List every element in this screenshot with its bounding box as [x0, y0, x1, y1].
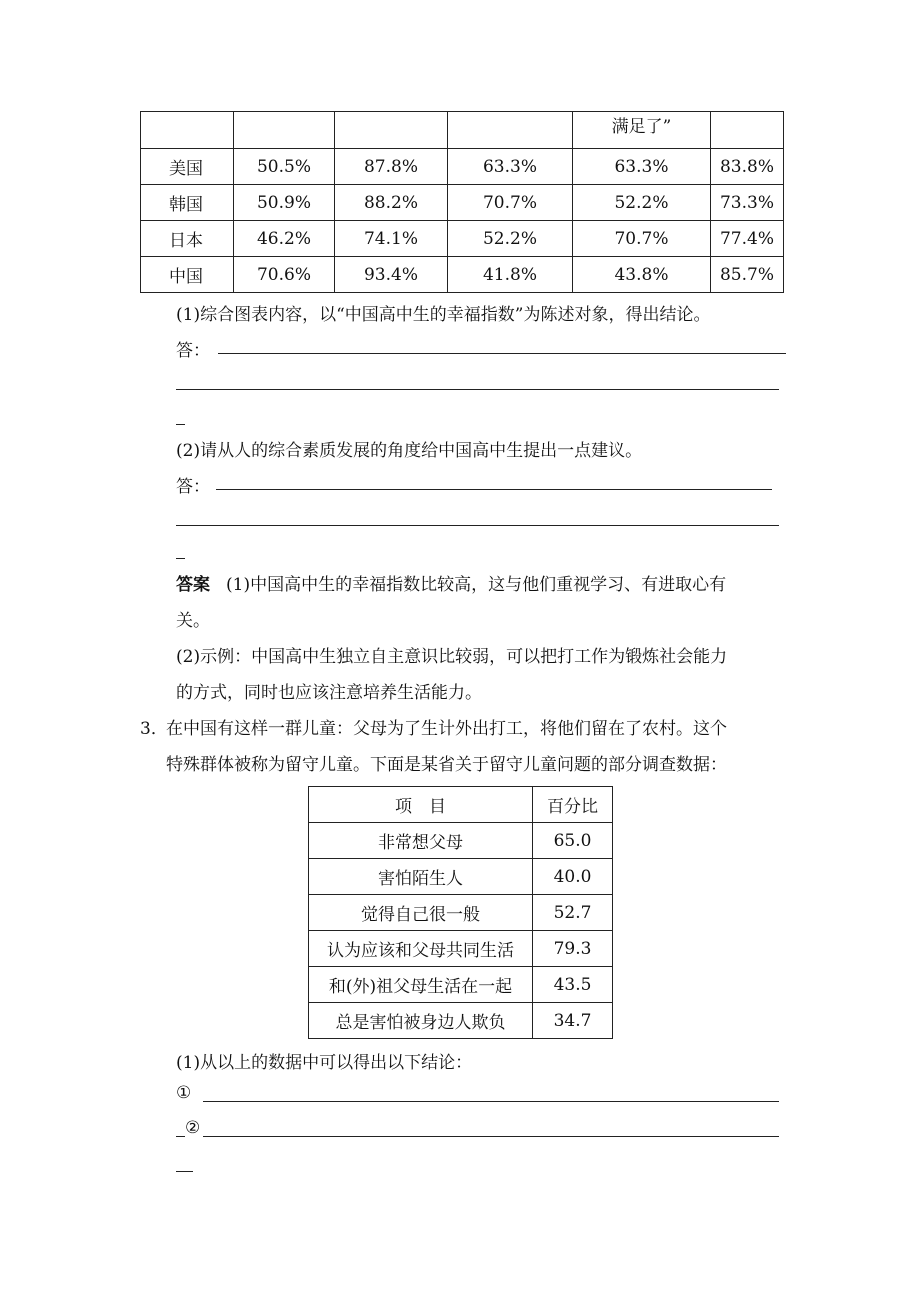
conclusion-marker-1: ①: [176, 1083, 192, 1103]
left-behind-children-table: [308, 786, 613, 1039]
table-row: 日本 46.2% 74.1% 52.2% 70.7% 77.4%: [141, 221, 784, 257]
answer-prefix-2: 答：: [176, 477, 210, 497]
question-2: (2)请从人的综合素质发展的角度给中国高中生提出一点建议。: [176, 441, 643, 461]
table-header-row: [141, 112, 784, 149]
answer-line[interactable]: [203, 1101, 779, 1102]
answer-paragraph-1: 答案 (1)中国高中生的幸福指数比较高，这与他们重视学习、有进取心有: [176, 575, 727, 595]
answer-line-end: [176, 1136, 185, 1137]
table-row: 害怕陌生人 40.0: [309, 859, 613, 895]
table-row: 中国 70.6% 93.4% 41.8% 43.8% 85.7%: [141, 257, 784, 293]
table-header-row: 项 目 百分比: [309, 787, 613, 823]
table-row: 非常想父母 65.0: [309, 823, 613, 859]
question-1: (1)综合图表内容，以“中国高中生的幸福指数”为陈述对象，得出结论。: [176, 305, 711, 325]
table-row: 和(外)祖父母生活在一起 43.5: [309, 967, 613, 1003]
answer-label: 答案: [176, 575, 210, 595]
answer-line-end: [176, 1171, 193, 1172]
answer-line-end: [176, 424, 185, 425]
table-row: 总是害怕被身边人欺负 34.7: [309, 1003, 613, 1039]
answer-line[interactable]: [203, 1136, 779, 1137]
survey-table: [140, 111, 784, 293]
question-3-text: 在中国有这样一群儿童：父母为了生计外出打工，将他们留在了农村。这个: [166, 719, 727, 739]
table-row: 觉得自己很一般 52.7: [309, 895, 613, 931]
question-3-number: 3．: [140, 719, 168, 739]
table-row: 美国 50.5% 87.8% 63.3% 63.3% 83.8%: [141, 149, 784, 185]
answer-prefix-1: 答：: [176, 341, 210, 361]
answer-line[interactable]: [218, 353, 786, 354]
table-row: 认为应该和父母共同生活 79.3: [309, 931, 613, 967]
conclusion-marker-2: ②: [185, 1118, 201, 1138]
header-note: 满足了”: [573, 112, 711, 149]
answer-paragraph-2: (2)示例：中国高中生独立自主意识比较弱，可以把打工作为锻炼社会能力: [176, 647, 728, 667]
table-row: 韩国 50.9% 88.2% 70.7% 52.2% 73.3%: [141, 185, 784, 221]
answer-line[interactable]: [176, 525, 779, 526]
answer-line[interactable]: [176, 389, 779, 390]
answer-line-end: [176, 558, 185, 559]
question-3-sub-1: (1)从以上的数据中可以得出以下结论：: [176, 1053, 473, 1073]
answer-line[interactable]: [216, 489, 772, 490]
